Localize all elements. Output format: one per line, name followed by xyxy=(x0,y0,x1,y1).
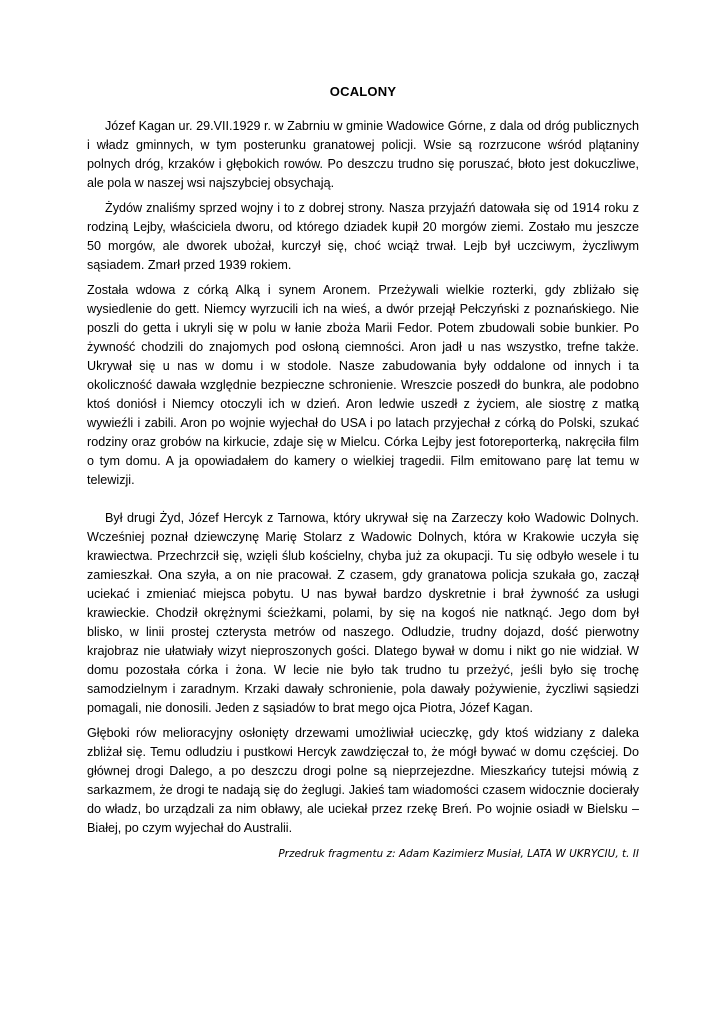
paragraph-2: Żydów znaliśmy sprzed wojny i to z dobrej strony. Nasza przyjaźń datowała się od 1914 roku z rodziną Lejby, właściciela dworu, od którego dziadek kupił 20 morgów ziemi. Zostało mu jeszcze 50 morgów, ale dworek ubożał, kurczył się, choć wciąż trwał. Lejb był uczciwym, życzliwym sąsiadem. Zmarł przed 1939 rokiem. xyxy=(87,201,639,272)
paragraph-1: Józef Kagan ur. 29.VII.1929 r. w Zabrniu w gminie Wadowice Górne, z dala od dróg publicznych i władz gminnych, w tym posterunku granatowej policji. Wsie są rozrzucone wśród plątaniny polnych dróg, krzaków i głębokich rowów. Po deszczu trudno się poruszać, błoto jest dokuczliwe, ale pola w naszej wsi najszybciej obsychają. xyxy=(87,119,639,190)
paragraph-3: Została wdowa z córką Alką i synem Aronem. Przeżywali wielkie rozterki, gdy zbliżało się wysiedlenie do gett. Niemcy wyrzucili ich na wieś, a dwór przejął Pełczyński z poznańskiego. Nie poszli do getta i ukryli się w polu w łanie zboża Marii Fedor. Potem zbudowali sobie bunkier. Po żywność chodzili do znajomych pod osłoną ciemności. Aron jadł u nas wszystko, trefne także. Ukrywał się u nas w domu i w stodole. Nasze zabudowania były oddalone od innych i ta okoliczność dawała względnie bezpieczne schronienie. Wreszcie poszedł do bunkra, ale podobno ktoś doniósł i Niemcy otoczyli ich w dzień. Aron ledwie uszedł z życiem, ale siostrę z matką wywieźli i zabili. Aron po wojnie wyjechał do USA i po latach przyjechał z córką do Polski, szukać rodziny oraz grobów na kirkucie, zdaje się w Mielcu. Córka Lejby jest fotoreporterką, nakręciła film o tym domu. A ja opowiadałem do kamery o wielkiej tragedii. Film emitowano parę lat temu w telewizji. xyxy=(87,283,639,487)
source-citation: Przedruk fragmentu z: Adam Kazimierz Musiał, LATA W UKRYCIU, t. II xyxy=(278,848,639,860)
paragraph-5: Głęboki rów melioracyjny osłonięty drzewami umożliwiał ucieczkę, gdy ktoś widziany z daleka zbliżał się. Temu odludziu i pustkowi Hercyk zawdzięczał to, że mógł bywać w domu częściej. Do głównej drogi Dalego, a po deszczu drogi polne są nieprzejezdne. Mieszkańcy tutejsi mówią z sarkazmem, że drogi te nadają się do żeglugi. Jakieś tam wiadomości czasem widocznie docierały do władz, bo urządzali za nim obławy, ale uciekał przez rzekę Breń. Po wojnie osiadł w Bielsku – Białej, po czym wyjechał do Australii. xyxy=(87,726,639,835)
document-title: OCALONY xyxy=(329,84,397,99)
paragraph-4: Był drugi Żyd, Józef Hercyk z Tarnowa, który ukrywał się na Zarzeczy koło Wadowic Dolnych. Wcześniej poznał dziewczynę Marię Stolarz z Wadowic Dolnych, która w Krakowie uczyła się krawiectwa. Przechrzcił się, wzięli ślub kościelny, chyba już za okupacji. Tu się odbyło wesele i tu zamieszkał. Ona szyła, a on nie pracował. Z czasem, gdy granatowa policja szukała go, zaczął uciekać i zmieniać miejsca pobytu. U nas bywał bardzo dyskretnie i brał żywność za usługi krawieckie. Chodził okrężnymi ścieżkami, polami, by się na kogoś nie natknąć. Jego dom był blisko, w linii prostej czterysta metrów od naszego. Odludzie, trudny dojazd, dość pierwotny krajobraz nie ułatwiały wizyt nieproszonych gości. Dlatego bywał w domu i nikt go nie widział. W domu pozostała córka i żona. W lecie nie było tak trudno tu przeżyć, jeśli było się trochę samodzielnym i zaradnym. Krzaki dawały schronienie, pola dawały pożywienie, życzliwi sąsiedzi pomagali, nie donosili. Jeden z sąsiadów to brat mego ojca Piotra, Józef Kagan. xyxy=(87,511,639,715)
document-page xyxy=(87,84,639,862)
